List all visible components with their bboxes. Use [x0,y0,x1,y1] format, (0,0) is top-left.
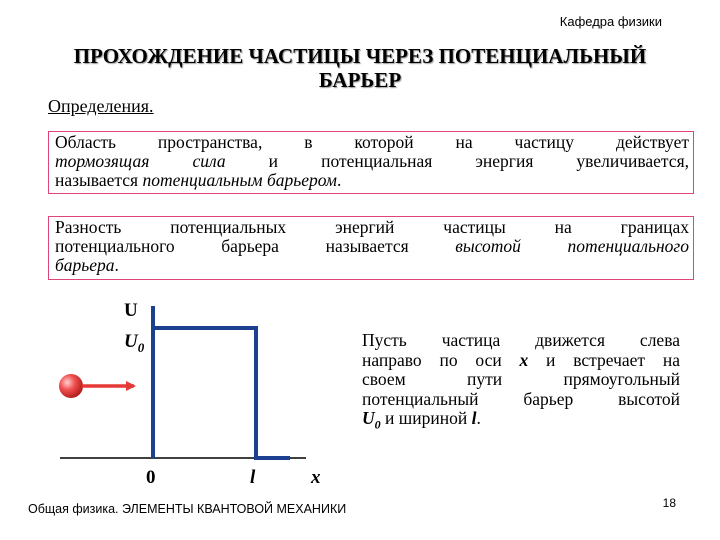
barrier-term: барьера [55,255,115,275]
description-u-var: U [362,408,375,428]
definition-1-line-1: Область пространства, в которой на частицу действует [55,132,689,152]
description-u-subscript: 0 [374,417,381,432]
definition-2-line-3-end: . [114,255,119,275]
definition-1-line-2-rest: и потенциальная энергия увеличивается, [225,151,689,171]
description-text [362,331,680,435]
barrier-level-subscript: 0 [137,339,145,355]
page-number: 18 [662,496,676,510]
origin-label: 0 [146,467,156,488]
description-l-var: l [471,408,477,428]
barrier-level-letter: U [124,331,138,352]
definition-2-line-1: Разность потенциальных энергий частицы на границах [55,217,689,237]
description-x-var: x [519,349,529,370]
definition-1-line-3-end: . [336,170,342,190]
x-axis-label: x [311,467,321,488]
description-line-2-end: и встречает на [528,349,680,370]
description-line-2 [362,351,680,371]
title-line-1: ПРОХОЖДЕНИЕ ЧАСТИЦЫ ЧЕРЕЗ ПОТЕНЦИАЛЬНЫЙ [73,44,647,68]
barrier-level-label [124,331,144,356]
description-line-3: своем пути прямоугольный [362,369,680,389]
barrier-height-term: высотой потенциального [455,236,690,256]
definition-1-line-3-start: называется [55,170,143,190]
footer-course-title: Общая физика. ЭЛЕМЕНТЫ КВАНТОВОЙ МЕХАНИКИ [28,502,347,516]
particle-ball [59,374,83,398]
title-line-2: БАРЬЕР [318,68,402,92]
description-line-5 [362,409,680,435]
description-line-2-start: направо по оси [362,349,520,370]
description-line-1: Пусть частица движется слева [362,330,680,350]
description-line-4: потенциальный барьер высотой [362,388,680,409]
barrier-width-label: l [250,467,256,488]
description-line-5-end: . [476,408,481,428]
potential-barrier-shape [153,328,290,458]
description-line-5-mid: и шириной [380,408,472,428]
y-axis-label: U [124,300,138,321]
department-label: Кафедра физики [559,14,662,29]
definition-2-line-2-start: потенциального барьера называется [55,236,456,256]
braking-force-term: тормозящая сила [55,151,226,171]
definitions-heading: Определения. [48,96,154,116]
potential-barrier-term: потенциальным барьером [142,170,337,190]
